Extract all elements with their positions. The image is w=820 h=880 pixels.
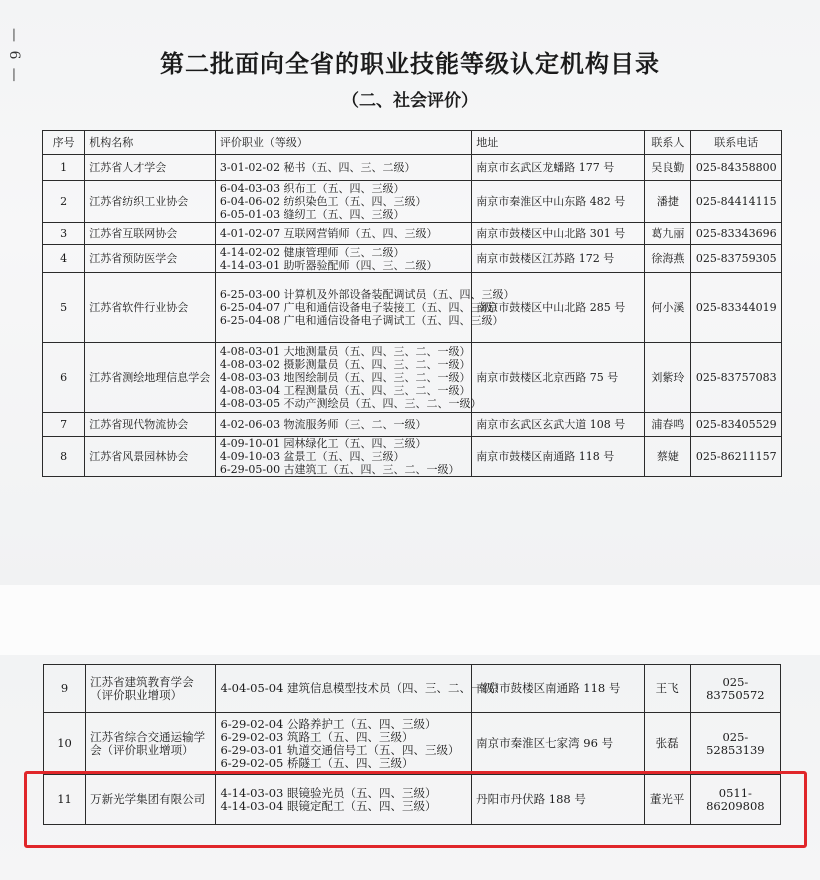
cell-address: 南京市秦淮区七家湾 96 号	[472, 713, 644, 775]
cell-jobs	[215, 437, 471, 477]
job-entry: 6-04-03-03 织布工（五、四、三级）	[219, 182, 405, 195]
table-row	[43, 245, 782, 273]
cell-org: 江苏省综合交通运输学会（评价职业增项）	[86, 713, 216, 775]
cell-no: 5	[43, 273, 85, 343]
cell-contact: 何小溪	[645, 273, 691, 343]
cell-phone: 025-84358800	[691, 155, 782, 181]
job-entry: 6-05-01-03 缝纫工（五、四、三级）	[219, 208, 405, 221]
job-entry: 4-09-10-03 盆景工（五、四、三级）	[219, 450, 405, 463]
cell-phone: 025-84414115	[691, 181, 782, 223]
table-row	[43, 273, 782, 343]
cell-org: 江苏省测绘地理信息学会	[85, 343, 216, 413]
cell-contact: 徐海燕	[645, 245, 691, 273]
job-entry: 4-08-03-02 摄影测量员（五、四、三、二、一级）	[219, 358, 471, 371]
job-entry: 4-08-03-01 大地测量员（五、四、三、二、一级）	[219, 345, 471, 358]
table-row	[43, 223, 782, 245]
page-subtitle: （二、社会评价）	[342, 91, 478, 111]
highlight-box	[24, 771, 807, 848]
job-entry: 4-08-03-04 工程测量员（五、四、三、二、一级）	[219, 384, 471, 397]
cell-org: 江苏省软件行业协会	[85, 273, 216, 343]
cell-phone: 025-83750572	[690, 665, 780, 713]
cell-contact: 葛九丽	[645, 223, 691, 245]
job-entry: 4-14-03-04 眼镜定配工（五、四、三级）	[220, 798, 437, 813]
cell-no: 6	[43, 343, 85, 413]
table-row	[43, 181, 782, 223]
job-entry: 6-25-03-00 计算机及外部设备装配调试员（五、四、三级）	[219, 288, 515, 301]
cell-org: 江苏省纺织工业协会	[85, 181, 216, 223]
header-address: 地址	[472, 131, 645, 155]
cell-jobs	[215, 413, 471, 437]
cell-no: 1	[43, 155, 85, 181]
cell-jobs	[215, 343, 482, 413]
page-gap	[0, 585, 820, 655]
cell-no: 7	[43, 413, 85, 437]
cell-phone: 025-83344019	[691, 273, 782, 343]
cell-org: 江苏省人才学会	[85, 155, 216, 181]
cell-contact: 吴良勤	[645, 155, 691, 181]
header-phone: 联系电话	[691, 131, 782, 155]
job-entry: 6-29-03-01 轨道交通信号工（五、四、三级）	[220, 742, 460, 757]
institution-table	[42, 130, 782, 477]
job-entry: 6-29-02-04 公路养护工（五、四、三级）	[220, 716, 437, 731]
cell-phone: 025-83343696	[691, 223, 782, 245]
cell-phone: 025-83757083	[691, 343, 782, 413]
cell-jobs	[215, 181, 471, 223]
cell-no: 11	[44, 775, 86, 825]
cell-phone: 025-83759305	[691, 245, 782, 273]
cell-org: 江苏省风景园林协会	[85, 437, 216, 477]
header-org: 机构名称	[85, 131, 216, 155]
page-title: 第二批面向全省的职业技能等级认定机构目录	[160, 50, 660, 78]
header-jobs: 评价职业（等级）	[215, 131, 471, 155]
cell-no: 8	[43, 437, 85, 477]
cell-address: 南京市秦淮区中山东路 482 号	[472, 181, 645, 223]
job-entry: 6-29-02-05 桥隧工（五、四、三级）	[220, 755, 414, 770]
cell-address: 南京市鼓楼区中山北路 285 号	[472, 273, 645, 343]
cell-address: 南京市鼓楼区江苏路 172 号	[472, 245, 645, 273]
cell-phone: 0511-86209808	[690, 775, 780, 825]
cell-no: 4	[43, 245, 85, 273]
cell-phone: 025-86211157	[691, 437, 782, 477]
cell-org: 江苏省现代物流协会	[85, 413, 216, 437]
cell-contact: 潘捷	[645, 181, 691, 223]
cell-org: 江苏省预防医学会	[85, 245, 216, 273]
job-entry: 4-08-03-05 不动产测绘员（五、四、三、二、一级）	[219, 397, 482, 410]
job-entry: 4-04-05-04 建筑信息模型技术员（四、三、二、一级）	[220, 681, 506, 695]
cell-address: 南京市玄武区玄武大道 108 号	[472, 413, 645, 437]
cell-phone: 025-83405529	[691, 413, 782, 437]
cell-address: 南京市鼓楼区南通路 118 号	[472, 437, 645, 477]
cell-address: 南京市鼓楼区中山北路 301 号	[472, 223, 645, 245]
cell-jobs	[215, 223, 471, 245]
cell-org: 万新光学集团有限公司	[86, 775, 216, 825]
cell-no: 10	[44, 713, 86, 775]
job-entry: 3-01-02-02 秘书（五、四、三、二级）	[219, 161, 416, 174]
cell-address: 丹阳市丹伏路 188 号	[472, 775, 644, 825]
table-row	[44, 665, 781, 713]
job-entry: 6-25-04-07 广电和通信设备电子装接工（五、四、三级）	[219, 301, 504, 314]
job-entry: 6-04-06-02 纺织染色工（五、四、三级）	[219, 195, 427, 208]
table-row	[43, 413, 782, 437]
cell-phone: 025-52853139	[690, 713, 780, 775]
cell-address: 南京市鼓楼区南通路 118 号	[472, 665, 644, 713]
cell-contact: 蔡婕	[645, 437, 691, 477]
cell-jobs	[215, 245, 471, 273]
cell-jobs	[216, 713, 472, 775]
cell-jobs	[216, 665, 506, 713]
job-entry: 4-14-02-02 健康管理师（三、二级）	[219, 245, 405, 259]
cell-contact: 王飞	[644, 665, 690, 713]
cell-contact: 刘紫玲	[645, 343, 691, 413]
job-entry: 4-09-10-01 园林绿化工（五、四、三级）	[219, 437, 427, 450]
cell-no: 9	[44, 665, 86, 713]
job-entry: 4-14-03-03 眼镜验光员（五、四、三级）	[220, 785, 437, 800]
header-contact: 联系人	[645, 131, 691, 155]
cell-address: 南京市玄武区龙蟠路 177 号	[472, 155, 645, 181]
cell-no: 3	[43, 223, 85, 245]
job-entry: 4-14-03-01 助听器验配师（四、三、二级）	[219, 258, 438, 272]
job-entry: 4-01-02-07 互联网营销师（五、四、三级）	[219, 227, 438, 240]
job-entry: 6-29-05-00 古建筑工（五、四、三、二、一级）	[219, 463, 460, 476]
table-row	[43, 437, 782, 477]
cell-address: 南京市鼓楼区北京西路 75 号	[472, 343, 645, 413]
cell-contact: 董光平	[644, 775, 690, 825]
table-row	[43, 155, 782, 181]
job-entry: 6-25-04-08 广电和通信设备电子调试工（五、四、三级）	[219, 314, 504, 327]
job-entry: 6-29-02-03 筑路工（五、四、三级）	[220, 729, 414, 744]
cell-org: 江苏省互联网协会	[85, 223, 216, 245]
cell-no: 2	[43, 181, 85, 223]
job-entry: 4-08-03-03 地图绘制员（五、四、三、二、一级）	[219, 371, 471, 384]
cell-contact: 张磊	[644, 713, 690, 775]
page-number: — 6 —	[6, 28, 22, 84]
table-row	[43, 343, 782, 413]
cell-jobs	[215, 155, 471, 181]
cell-org: 江苏省建筑教育学会（评价职业增项）	[86, 665, 216, 713]
header-no: 序号	[43, 131, 85, 155]
job-entry: 4-02-06-03 物流服务师（三、二、一级）	[219, 418, 427, 431]
table-header-row	[43, 131, 782, 155]
cell-jobs	[215, 273, 515, 343]
table-row	[44, 713, 781, 775]
cell-contact: 浦春鸣	[645, 413, 691, 437]
